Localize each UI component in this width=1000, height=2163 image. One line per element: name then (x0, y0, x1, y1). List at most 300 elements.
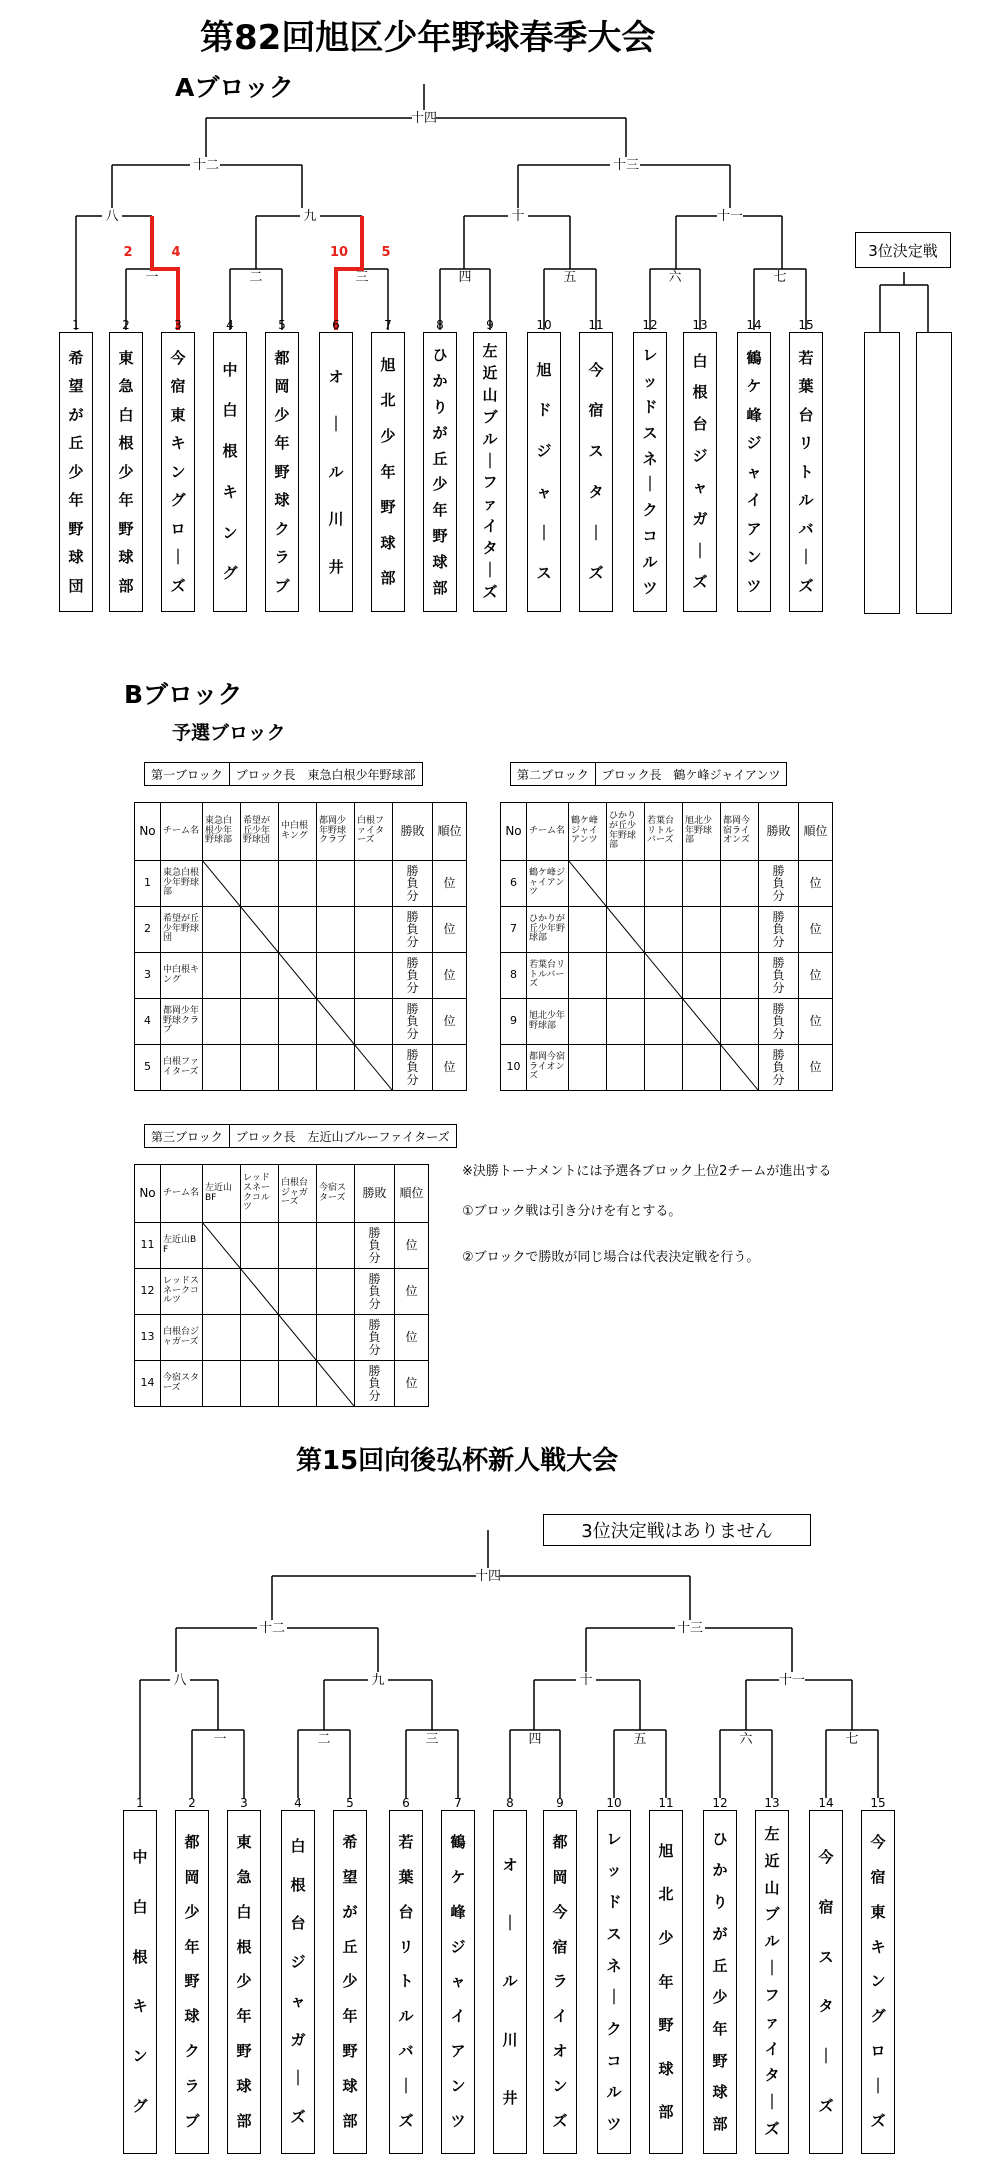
league-row (135, 1315, 429, 1361)
score-5: 5 (381, 245, 391, 260)
result-cell (607, 861, 645, 907)
a-team-number: 4 (226, 318, 234, 332)
sj-team-number: 13 (764, 1796, 780, 1810)
a-team-name-char: 球 (68, 548, 84, 566)
a-team-name-char: 少 (274, 405, 290, 424)
wl-char: 勝 (406, 909, 419, 924)
a-team-name-char: レ (642, 345, 658, 364)
row-rank: 位 (433, 861, 467, 907)
wl-char: 分 (368, 1342, 381, 1357)
sj-team-name-char: 今 (552, 1902, 568, 1921)
a-team-name-char: フ (482, 473, 498, 492)
a-team-number: 1 (72, 318, 80, 332)
result-cell (241, 1045, 279, 1091)
row-no: 14 (135, 1361, 161, 1407)
wl-char: 勝 (406, 1047, 419, 1062)
wl-char: 勝 (772, 1047, 785, 1062)
wl-char: 勝 (772, 955, 785, 970)
a-team-number: 7 (384, 318, 392, 332)
sj-team-name-char: ズ (764, 2120, 780, 2139)
sj-team-number: 8 (506, 1796, 514, 1810)
sj-team-name-char: 球 (184, 2007, 200, 2026)
row-no: 6 (501, 861, 527, 907)
result-cell (721, 1045, 759, 1091)
a-team-name-char: 部 (432, 579, 448, 598)
a-team-name-char: ャ (692, 478, 708, 497)
a-team-name-char: ガ (692, 509, 708, 528)
sj-team-number: 14 (818, 1796, 834, 1810)
wl-char: 負 (772, 922, 785, 937)
result-cell (203, 861, 241, 907)
league-table (500, 802, 833, 1091)
a-team-name-char: 葉 (798, 377, 814, 395)
row-rank: 位 (799, 1045, 833, 1091)
round-label-6: 六 (668, 270, 682, 285)
a-team-name-char: 旭 (380, 355, 396, 374)
row-rank: 位 (433, 953, 467, 999)
sj-team-name-char: ル (398, 2007, 414, 2026)
a-team-name-char: ャ (746, 462, 762, 481)
score-10: 10 (329, 245, 349, 260)
row-no: 4 (135, 999, 161, 1045)
round-label-5: 五 (563, 270, 577, 285)
league-row (501, 1045, 833, 1091)
col-no-header: No (501, 803, 527, 861)
a-team-box (683, 332, 717, 612)
sj-team-name-char: ル (606, 2083, 622, 2102)
sj-team-name-char: 中 (132, 1847, 148, 1866)
sj-team-name-char: り (712, 1893, 728, 1912)
wl-char: 勝 (368, 1317, 381, 1332)
opponent-header: 都岡少年野球クラブ (317, 803, 355, 861)
wl-char: 負 (406, 1060, 419, 1075)
result-cell (683, 999, 721, 1045)
result-cell (683, 1045, 721, 1091)
a-team-name-char: 野 (432, 527, 448, 546)
result-cell (279, 1223, 317, 1269)
result-cell (203, 1045, 241, 1091)
round-label-9: 九 (303, 209, 317, 224)
sj-team-name-char: 部 (236, 2112, 252, 2131)
sj-team-name-char: オ (502, 1856, 518, 1875)
sj-round-label-2: 二 (317, 1732, 331, 1747)
result-cell (203, 1269, 241, 1315)
col-rank-header: 順位 (433, 803, 467, 861)
a-team-name-char: か (432, 371, 448, 390)
wl-char: 勝 (368, 1225, 381, 1240)
opponent-header: 左近山BF (203, 1165, 241, 1223)
a-team-name-char: ネ (642, 449, 658, 468)
sj-team-name-char: ガ (290, 2030, 306, 2049)
a-team-name-char: タ (482, 539, 498, 558)
sj-team-name-char: レ (606, 1829, 622, 1848)
sj-team-name-char: 今 (870, 1832, 886, 1851)
result-cell (645, 861, 683, 907)
sj-team-name-char: ト (398, 1972, 414, 1991)
result-cell (683, 907, 721, 953)
round-label-1: 一 (145, 270, 159, 285)
sj-team-name-char: 宿 (552, 1937, 568, 1956)
a-team-name-char: ｜ (642, 475, 658, 494)
result-cell (317, 1269, 355, 1315)
sj-team-name-char: ｜ (818, 2047, 834, 2066)
sj-team-number: 3 (240, 1796, 248, 1810)
result-cell (607, 907, 645, 953)
wl-char: 分 (772, 1072, 785, 1087)
a-team-name-char: ル (798, 491, 814, 509)
third-place-box-right (916, 332, 952, 614)
row-team: 東急白根少年野球部 (161, 861, 203, 907)
a-team-name-char: ズ (692, 573, 708, 592)
col-team-header: チーム名 (161, 1165, 203, 1223)
result-cell (569, 999, 607, 1045)
result-cell (317, 1223, 355, 1269)
sj-team-name-char: フ (764, 1985, 780, 2004)
result-cell (645, 953, 683, 999)
a-team-name-char: リ (798, 434, 814, 452)
a-team-name-char: キ (222, 482, 238, 501)
wl-char: 負 (406, 1014, 419, 1029)
row-wl (393, 1045, 433, 1091)
a-team-name-char: グ (222, 564, 238, 583)
result-cell (569, 953, 607, 999)
result-cell (279, 1315, 317, 1361)
sj-team-name-char: 鶴 (450, 1832, 466, 1851)
a-team-name-char: 球 (380, 533, 396, 552)
a-team-name-char: 球 (274, 491, 290, 509)
result-cell (241, 861, 279, 907)
league-row (135, 953, 467, 999)
a-team-number: 3 (174, 318, 182, 332)
a-team-number: 11 (588, 318, 604, 332)
result-cell (355, 999, 393, 1045)
row-rank: 位 (395, 1361, 429, 1407)
a-team-name-char: 岡 (274, 377, 290, 395)
a-team-name-char: ド (642, 397, 658, 416)
row-no: 12 (135, 1269, 161, 1315)
sj-team-name-char: 近 (764, 1851, 780, 1870)
col-rank-header: 順位 (799, 803, 833, 861)
a-team-name-char: 白 (222, 401, 238, 420)
result-cell (607, 999, 645, 1045)
row-no: 8 (501, 953, 527, 999)
a-team-name-char: ｜ (482, 561, 498, 580)
a-team-number: 13 (692, 318, 708, 332)
sj-team-name-char: ス (818, 1947, 834, 1966)
note-3: ②ブロックで勝敗が同じ場合は代表決定戦を行う。 (462, 1250, 760, 1265)
a-team-box (265, 332, 299, 612)
sj-team-box (175, 1810, 209, 2154)
round-label-2: 二 (249, 270, 263, 285)
a-team-name-char: キ (170, 434, 186, 452)
wl-char: 勝 (772, 863, 785, 878)
sj-round-label-14: 十四 (474, 1569, 502, 1584)
a-team-name-char: イ (482, 517, 498, 536)
a-team-name-char: ｜ (798, 548, 814, 566)
league-name: 第二ブロック (511, 763, 596, 785)
a-team-name-char: ジ (536, 442, 552, 461)
a-team-name-char: 希 (68, 348, 84, 367)
result-cell (645, 999, 683, 1045)
round-label-8: 八 (105, 209, 119, 224)
wl-char: 勝 (368, 1271, 381, 1286)
a-team-name-char: 東 (170, 405, 186, 424)
a-team-name-char: 井 (328, 557, 344, 576)
sj-team-box (755, 1810, 789, 2154)
wl-char: 分 (406, 980, 419, 995)
row-team: 若葉台リトルバーズ (527, 953, 569, 999)
a-team-name-char: 年 (432, 501, 448, 520)
a-team-name-char: が (432, 423, 448, 442)
round-label-7: 七 (773, 270, 787, 285)
sj-team-name-char: グ (132, 2097, 148, 2116)
sj-team-name-char: 根 (132, 1947, 148, 1966)
wl-char: 分 (772, 934, 785, 949)
score-2: 2 (123, 245, 133, 260)
row-rank: 位 (395, 1269, 429, 1315)
sj-team-name-char: キ (870, 1937, 886, 1956)
result-cell (241, 1269, 279, 1315)
a-team-name-char: グ (170, 491, 186, 509)
a-team-name-char: ン (222, 523, 238, 542)
sj-team-box (333, 1810, 367, 2154)
a-team-name-char: ン (746, 548, 762, 566)
a-team-name-char: 球 (432, 553, 448, 572)
row-wl (759, 907, 799, 953)
a-team-box (161, 332, 195, 612)
result-cell (607, 953, 645, 999)
row-wl (759, 1045, 799, 1091)
row-team: 旭北少年野球部 (527, 999, 569, 1045)
a-team-name-char: 野 (118, 519, 134, 538)
shinjin-bracket (0, 1530, 1000, 1800)
a-team-name-char: ド (536, 401, 552, 420)
sj-team-name-char: 少 (342, 1972, 358, 1991)
third-place-box-left (864, 332, 900, 614)
sj-team-name-char: ひ (712, 1829, 728, 1848)
row-wl (355, 1223, 395, 1269)
wl-char: 分 (368, 1388, 381, 1403)
opponent-header: レッドスネークコルツ (241, 1165, 279, 1223)
a-team-name-char: 年 (68, 491, 84, 509)
sj-round-label-10: 十 (579, 1673, 593, 1688)
sj-team-name-char: ツ (450, 2112, 466, 2131)
sj-team-name-char: 野 (236, 2042, 252, 2061)
result-cell (317, 861, 355, 907)
sj-team-name-char: ァ (764, 2012, 780, 2031)
sj-round-label-8: 八 (173, 1673, 187, 1688)
sj-team-name-char: 旭 (658, 1841, 674, 1860)
league-header (510, 762, 787, 786)
a-team-number: 9 (486, 318, 494, 332)
a-team-name-char: 山 (482, 385, 498, 404)
round-label-13: 十三 (612, 158, 640, 173)
a-team-name-char: 中 (222, 360, 238, 379)
block-b-subtitle: 予選ブロック (172, 722, 286, 744)
wl-char: 勝 (406, 1001, 419, 1016)
third-place-label: 3位決定戦 (855, 232, 951, 268)
sj-team-name-char: ス (606, 1924, 622, 1943)
result-cell (355, 953, 393, 999)
a-team-name-char: ブ (274, 576, 290, 595)
wl-char: 勝 (406, 955, 419, 970)
a-team-name-char: ラ (274, 548, 290, 566)
a-team-name-char: ス (642, 423, 658, 442)
a-team-name-char: ズ (170, 576, 186, 595)
wl-char: 負 (772, 1014, 785, 1029)
a-team-name-char: ス (588, 442, 604, 461)
sj-team-name-char: 東 (870, 1902, 886, 1921)
a-team-name-char: 少 (68, 462, 84, 481)
row-wl (393, 999, 433, 1045)
a-team-name-char: 宿 (170, 377, 186, 395)
block-b-title: Bブロック (124, 680, 243, 709)
result-cell (279, 1045, 317, 1091)
sj-team-box (441, 1810, 475, 2154)
result-cell (317, 1315, 355, 1361)
sj-team-name-char: 望 (342, 1867, 358, 1886)
row-no: 1 (135, 861, 161, 907)
result-cell (721, 999, 759, 1045)
wl-char: 分 (772, 980, 785, 995)
round-label-12: 十二 (192, 158, 220, 173)
opponent-header: 中白根キング (279, 803, 317, 861)
opponent-header: 白根ファイターズ (355, 803, 393, 861)
main-title: 第82回旭区少年野球春季大会 (200, 18, 656, 58)
sj-team-name-char: 少 (712, 1988, 728, 2007)
sj-team-name-char: 根 (236, 1937, 252, 1956)
a-team-name-char: 川 (328, 510, 344, 528)
row-team: 白根ファイターズ (161, 1045, 203, 1091)
a-team-name-char: ル (482, 429, 498, 448)
league-row (501, 999, 833, 1045)
wl-char: 勝 (772, 909, 785, 924)
sj-team-box (703, 1810, 737, 2154)
a-team-name-char: ｜ (328, 415, 344, 433)
sj-team-name-char: 希 (342, 1832, 358, 1851)
a-team-name-char: タ (588, 482, 604, 501)
sj-round-label-13: 十三 (676, 1621, 704, 1636)
sj-team-name-char: ャ (450, 1972, 466, 1991)
result-cell (279, 861, 317, 907)
league-row (135, 1269, 429, 1315)
sj-team-number: 2 (188, 1796, 196, 1810)
row-wl (393, 953, 433, 999)
sj-team-name-char: 峰 (450, 1902, 466, 1921)
sj-team-name-char: 年 (184, 1937, 200, 1956)
a-team-box (109, 332, 143, 612)
result-cell (607, 1045, 645, 1091)
a-team-name-char: 球 (118, 548, 134, 566)
block-a-title: Aブロック (175, 73, 294, 102)
sj-team-name-char: ｜ (764, 2093, 780, 2112)
result-cell (569, 1045, 607, 1091)
wl-char: 勝 (406, 863, 419, 878)
row-team: ひかりが丘少年野球部 (527, 907, 569, 953)
sj-team-box (227, 1810, 261, 2154)
a-team-name-char: 若 (798, 348, 814, 367)
wl-char: 負 (772, 1060, 785, 1075)
row-no: 13 (135, 1315, 161, 1361)
wl-char: 分 (406, 1072, 419, 1087)
sj-team-name-char: ッ (606, 1861, 622, 1880)
sj-team-name-char: ン (132, 2047, 148, 2066)
a-team-name-char: 少 (380, 426, 396, 445)
sj-team-name-char: ジ (450, 1937, 466, 1956)
a-team-name-char: ル (642, 553, 658, 572)
round-label-10: 十 (511, 209, 525, 224)
a-team-number: 2 (122, 318, 130, 332)
sj-team-name-char: オ (552, 2042, 568, 2061)
a-team-name-char: 北 (380, 391, 396, 410)
sj-team-name-char: 川 (502, 2030, 518, 2049)
a-team-name-char: 白 (692, 351, 708, 370)
a-team-name-char: 野 (274, 462, 290, 481)
result-cell (317, 1045, 355, 1091)
league-name: 第三ブロック (145, 1125, 230, 1147)
a-team-number: 15 (798, 318, 814, 332)
sj-team-name-char: ン (552, 2077, 568, 2096)
sj-team-name-char: ン (450, 2077, 466, 2096)
sj-team-box (123, 1810, 157, 2154)
a-team-name-char: 少 (432, 475, 448, 494)
sj-team-name-char: 都 (552, 1832, 568, 1851)
result-cell (721, 953, 759, 999)
wl-char: 勝 (772, 1001, 785, 1016)
league-row (135, 907, 467, 953)
sj-team-name-char: ャ (290, 1991, 306, 2010)
sj-team-box (649, 1810, 683, 2154)
row-team: 都岡今宿ライオンズ (527, 1045, 569, 1091)
league-row (501, 861, 833, 907)
sj-team-name-char: ズ (290, 2108, 306, 2127)
sj-team-number: 11 (658, 1796, 674, 1810)
sj-team-box (543, 1810, 577, 2154)
a-team-number: 8 (436, 318, 444, 332)
row-team: 中白根キング (161, 953, 203, 999)
col-team-header: チーム名 (161, 803, 203, 861)
result-cell (279, 999, 317, 1045)
a-team-name-char: 台 (692, 414, 708, 433)
result-cell (241, 1223, 279, 1269)
sj-team-name-char: ｜ (764, 1959, 780, 1978)
row-team: 左近山BF (161, 1223, 203, 1269)
sj-team-name-char: ズ (398, 2112, 414, 2131)
col-no-header: No (135, 1165, 161, 1223)
result-cell (721, 907, 759, 953)
sj-team-box (389, 1810, 423, 2154)
row-rank: 位 (799, 861, 833, 907)
a-team-box (633, 332, 667, 612)
a-team-name-char: ク (274, 519, 290, 538)
wl-char: 分 (772, 888, 785, 903)
a-team-name-char: 宿 (588, 401, 604, 420)
league-leader: ブロック長 鶴ケ峰ジャイアンツ (601, 767, 781, 782)
league-row (135, 861, 467, 907)
sj-team-number: 12 (712, 1796, 728, 1810)
opponent-header: ひかりが丘少年野球部 (607, 803, 645, 861)
opponent-header: 今宿スターズ (317, 1165, 355, 1223)
wl-char: 負 (368, 1330, 381, 1345)
sj-team-name-char: 山 (764, 1878, 780, 1897)
sj-team-name-char: ル (502, 1972, 518, 1991)
sj-team-name-char: 部 (712, 2115, 728, 2134)
row-wl (393, 907, 433, 953)
col-wl-header: 勝敗 (355, 1165, 395, 1223)
a-team-number: 12 (642, 318, 658, 332)
sj-team-box (861, 1810, 895, 2154)
result-cell (279, 953, 317, 999)
